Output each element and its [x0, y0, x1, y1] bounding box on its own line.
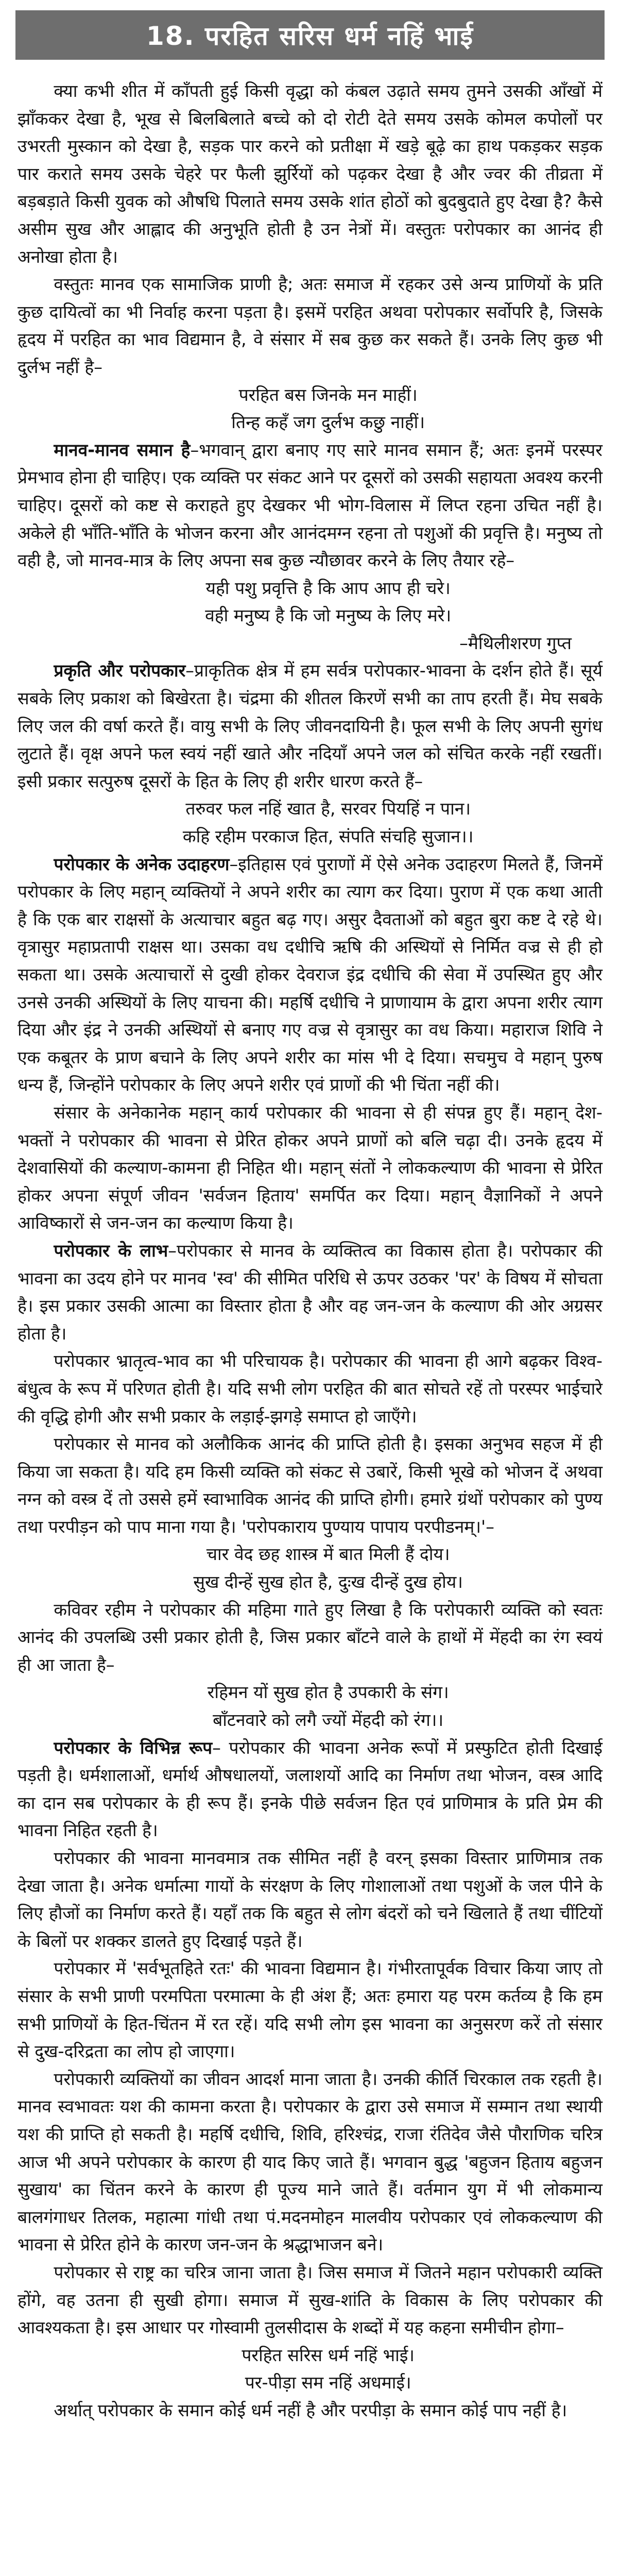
paragraph-text: परोपकार से राष्ट्र का चरित्र जाना जाता है। जिस समाज में जितने महान परोपकारी व्यक्ति होंगे, वह उतना ही सुखी होगा। समाज में सुख-शांति के विकास के लिए परोपकार की आवश्यकता है। इस आधार पर गोस्वामी तुलसीदास के शब्दों में यह कहना समीचीन होगा– — [18, 2262, 602, 2338]
verse-line: यही पशु प्रवृत्ति है कि आप आप ही चरे। — [205, 578, 451, 598]
paragraph-text: परोपकार भ्रातृत्व-भाव का भी परिचायक है। परोपकार की भावना ही आगे बढ़कर विश्व-बंधुत्व के रूप में परिणत होती है। यदि सभी लोग परहित की बात सोचते रहें तो परस्पर भाईचारे की वृद्धि होगी और सभी प्रकार के लड़ाई-झगड़े समाप्त हो जाएँगे। — [18, 1351, 602, 1427]
verse-line: रहिमन यों सुख होत है उपकारी के संग। — [207, 1682, 449, 1703]
verse-line: चार वेद छह शास्त्र में बात मिली हैं दोय। — [206, 1544, 450, 1565]
essay-paragraph — [18, 77, 602, 270]
paragraph-text: –इतिहास एवं पुराणों में ऐसे अनेक उदाहरण मिलते हैं, जिनमें परोपकार के लिए महान् व्यक्तियों ने अपने शरीर का त्याग कर दिया। पुराण में एक कथा आती है कि एक बार राक्षसों के अत्याचार बहुत बढ़ गए। असुर दैवताओं को बहुत बुरा कष्ट दे रहे थे। वृत्रासुर महाप्रतापी राक्षस था। उसका वध दधीचि ऋषि की अस्थियों से निर्मित वज्र से ही हो सकता था। उसके अत्याचारों से दुखी होकर देवराज इंद्र दधीचि की सेवा में उपस्थित हुए और उनसे उनकी अस्थियों के लिए याचना की। महर्षि दधीचि ने प्राणायाम के द्वारा अपना शरीर त्याग दिया और इंद्र ने उनकी अस्थियों से बनाए गए वज्र से वृत्रासुर का वध किया। महाराज शिवि ने एक कबूतर के प्राण बचाने के लिए अपने शरीर का मांस भी दे दिया। सचमुच वे महान् पुरुष धन्य हैं, जिन्होंने परोपकार के लिए अपने शरीर एवं प्राणों की भी चिंता नहीं की। — [18, 854, 602, 1095]
page-title: 18. परहित सरिस धर्म नहिं भाई — [15, 10, 605, 60]
verse-line: तिन्ह कहँ जग दुर्लभ कछु नाहीं। — [231, 412, 425, 433]
paragraph-text: –परोपकार से मानव के व्यक्तित्व का विकास होता है। परोपकार की भावना का उदय होने पर मानव 'स्व' की सीमित परिधि से ऊपर उठकर 'पर' के विषय में सोचता है। इस प्रकार उसकी आत्मा का विस्तार होता है और वह जन-जन के कल्याण की ओर अग्रसर होता है। — [18, 1240, 602, 1344]
paragraph-text: संसार के अनेकानेक महान् कार्य परोपकार की भावना से ही संपन्न हुए हैं। महान् देश-भक्तों ने परोपकार की भावना से प्रेरित होकर अपने प्राणों को बलि चढ़ा दी। उनके हृदय में देशवासियों की कल्याण-कामना ही निहित थी। महान् संतों ने लोककल्याण की भावना से प्रेरित होकर अपना संपूर्ण जीवन 'सर्वजन हिताय' समर्पित कर दिया। महान् वैज्ञानिकों ने अपने आविष्कारों से जन-जन का कल्याण किया है। — [18, 1102, 602, 1233]
verse-line: तरुवर फल नहिं खात है, सरवर पियहिं न पान। — [185, 799, 471, 819]
verse-line: सुख दीन्हें सुख होत है, दुःख दीन्हें दुख होय। — [193, 1572, 463, 1592]
essay-paragraph — [18, 1430, 602, 1540]
paragraph-text: अर्थात् परोपकार के समान कोई धर्म नहीं है और परपीड़ा के समान कोई पाप नहीं है। — [54, 2400, 567, 2420]
paragraph-text: परोपकार से मानव को अलौकिक आनंद की प्राप्ति होती है। इसका अनुभव सहज में ही किया जा सकता है। यदि हम किसी व्यक्ति को संकट से उबारें, किसी भूखे को भोजन दें अथवा नग्न को वस्त्र दें तो उससे हमें स्वाभाविक आनंद की प्राप्ति होगी। हमारे ग्रंथों परोपकार को पुण्य तथा परपीड़न को पाप माना गया है। 'परोपकाराय पुण्याय पापाय परपीडनम्।'– — [18, 1434, 602, 1537]
paragraph-text: क्या कभी शीत में काँपती हुई किसी वृद्धा को कंबल उढ़ाते समय तुमने उसकी आँखों में झाँककर देखा है, भूख से बिलबिलाते बच्चे को दो रोटी देते समय उसके कोमल कपोलों पर उभरती मुस्कान को देखा है, सड़क पार करने को प्रतीक्षा में खड़े बूढ़े का हाथ पकड़कर सड़क पार कराते समय उसके चेहरे पर फैली झुर्रियों को पढ़कर देखा है और ज्वर की तीव्रता में बड़बड़ाते किसी युवक को औषधि पिलाते समय उसके शांत होठों को बुदबुदाते हुए देखा है? कैसे असीम सुख और आह्लाद की अनुभूति होती है उन नेत्रों में। वस्तुतः परोपकार का आनंद ही अनोखा होता है। — [18, 81, 602, 267]
essay-paragraph — [18, 270, 602, 381]
section-heading: प्रकृति और परोपकार — [54, 660, 186, 681]
essay-paragraph — [18, 851, 602, 1099]
paragraph-text: परोपकार में 'सर्वभूतहिते रतः' की भावना विद्यमान है। गंभीरतापूर्वक विचार किया जाए तो संसार के सभी प्राणी परमपिता परमात्मा के ही अंश हैं; अतः हमारा यह परम कर्तव्य है कि हम सभी प्राणियों के हित-चिंतन में रत रहें। यदि सभी लोग इस भावना का अनुसरण करें तो संसार से दुख-दरिद्रता का लोप हो जाएगा। — [18, 1958, 602, 2062]
quote-attribution: –मैथिलीशरण गुप्त — [459, 633, 572, 653]
verse-line: परहित सरिस धर्म नहिं भाई। — [242, 2345, 415, 2365]
section-heading: परोपकार के विभिन्न रूप — [54, 1737, 213, 1758]
paragraph-text: –प्राकृतिक क्षेत्र में हम सर्वत्र परोपकार-भावना के दर्शन होते हैं। सूर्य सबके लिए प्रकाश को बिखेरता है। चंद्रमा की शीतल किरणें सभी का ताप हरती हैं। मेघ सबके लिए जल की वर्षा करते हैं। वायु सभी के लिए जीवनदायिनी है। फूल सभी के लिए अपनी सुगंध लुटाते हैं। वृक्ष अपने फल स्वयं नहीं खाते और नदियाँ अपने जल को संचित करके नहीं रखतीं। इसी प्रकार सत्पुरुष दूसरों के हित के लिए ही शरीर धारण करते हैं– — [18, 660, 603, 791]
essay-paragraph — [18, 657, 602, 795]
paragraph-text: परोपकारी व्यक्तियों का जीवन आदर्श माना जाता है। उनकी कीर्ति चिरकाल तक रहती है। मानव स्वभावतः यश की कामना करता है। परोपकार के द्वारा उसे समाज में सम्मान तथा स्थायी यश की प्राप्ति हो सकती है। महर्षि दधीचि, शिवि, हरिश्चंद्र, राजा रंतिदेव जैसे पौराणिक चरित्र आज भी अपने परोपकार के कारण ही याद किए जाते हैं। भगवान बुद्ध 'बहुजन हिताय बहुजन सुखाय' का चिंतन करने के कारण ही पूज्य माने जाते हैं। वर्तमान युग में भी लोकमान्य बालगंगाधर तिलक, महात्मा गांधी तथा पं.मदनमोहन मालवीय परोपकार एवं लोककल्याण की भावना से प्रेरित होने के कारण जन-जन के श्रद्धाभाजन बने। — [18, 2069, 602, 2255]
verse-line: कहि रहीम परकाज हित, संपति संचहि सुजान।। — [182, 826, 474, 847]
essay-body — [18, 77, 602, 2424]
paragraph-text: –भगवान् द्वारा बनाए गए सारे मानव समान हैं; अतः इनमें परस्पर प्रेमभाव होना ही चाहिए। एक व्यक्ति पर संकट आने पर दूसरों को उसकी सहायता अवश्य करनी चाहिए। दूसरों को कष्ट से कराहते हुए देखकर भी भोग-विलास में लिप्त रहना उचित नहीं है। अकेले ही भाँति-भाँति के भोजन करना और आनंदमग्न रहना तो पशुओं की प्रवृत्ति है। मनुष्य तो वही है, जो मानव-मात्र के लिए अपना सब कुछ न्यौछावर करने के लिए तैयार रहे– — [18, 439, 602, 571]
essay-paragraph — [18, 2259, 602, 2342]
essay-paragraph — [18, 436, 602, 574]
essay-paragraph — [18, 1844, 602, 1955]
essay-paragraph — [18, 1955, 602, 2065]
paragraph-text: कविवर रहीम ने परोपकार की महिमा गाते हुए लिखा है कि परोपकारी व्यक्ति को स्वतः आनंद की उपलब्धि उसी प्रकार होती है, जिस प्रकार बाँटने वाले के हाथों में मेंहदी का रंग स्वयं ही आ जाता है– — [18, 1599, 602, 1675]
essay-paragraph — [18, 1099, 602, 1237]
paragraph-text: वस्तुतः मानव एक सामाजिक प्राणी है; अतः समाज में रहकर उसे अन्य प्राणियों के प्रति कुछ दायित्वों का भी निर्वाह करना पड़ता है। इसमें परहित अथवा परोपकार सर्वोपरि है, जिसके हृदय में परहित का भाव विद्यमान है, वे संसार में सब कुछ कर सकते हैं। उनके लिए कुछ भी दुर्लभ नहीं है– — [18, 274, 602, 377]
essay-paragraph — [18, 1347, 602, 1430]
verse-line: बाँटनवारे को लगै ज्यों मेंहदी को रंग।। — [213, 1710, 444, 1731]
essay-paragraph — [18, 2065, 602, 2259]
section-heading: परोपकार के अनेक उदाहरण — [54, 854, 230, 874]
verse-line: पर-पीड़ा सम नहिं अधमाई। — [245, 2372, 411, 2393]
essay-paragraph — [18, 2397, 602, 2425]
paragraph-text: परोपकार की भावना मानवमात्र तक सीमित नहीं है वरन् इसका विस्तार प्राणिमात्र तक देखा जाता है। अनेक धर्मात्मा गायों के संरक्षण के लिए गोशालाओं तथा पशुओं के जल पीने के लिए हौजों का निर्माण करते हैं। यहाँ तक कि बहुत से लोग बंदरों को चने खिलाते हैं तथा चींटियों के बिलों पर शक्कर डालते हुए दिखाई पड़ते हैं। — [18, 1848, 602, 1951]
paragraph-text: – परोपकार की भावना अनेक रूपों में प्रस्फुटित होती दिखाई पड़ती है। धर्मशालाओं, धर्मार्थ औषधालयों, जलाशयों आदि का निर्माण तथा भोजन, वस्त्र आदि का दान सब परोपकार के ही रूप हैं। इनके पीछे सर्वजन हित एवं प्राणिमात्र के प्रति प्रेम की भावना निहित रहती है। — [18, 1737, 602, 1841]
verse-line: वही मनुष्य है कि जो मनुष्य के लिए मरे। — [205, 605, 452, 626]
essay-paragraph — [18, 1734, 602, 1844]
essay-paragraph — [18, 1237, 602, 1347]
section-heading: मानव-मानव समान है — [54, 439, 191, 460]
verse-line: परहित बस जिनके मन माहीं। — [238, 384, 418, 405]
section-heading: परोपकार के लाभ — [54, 1240, 168, 1261]
essay-paragraph — [18, 1596, 602, 1679]
